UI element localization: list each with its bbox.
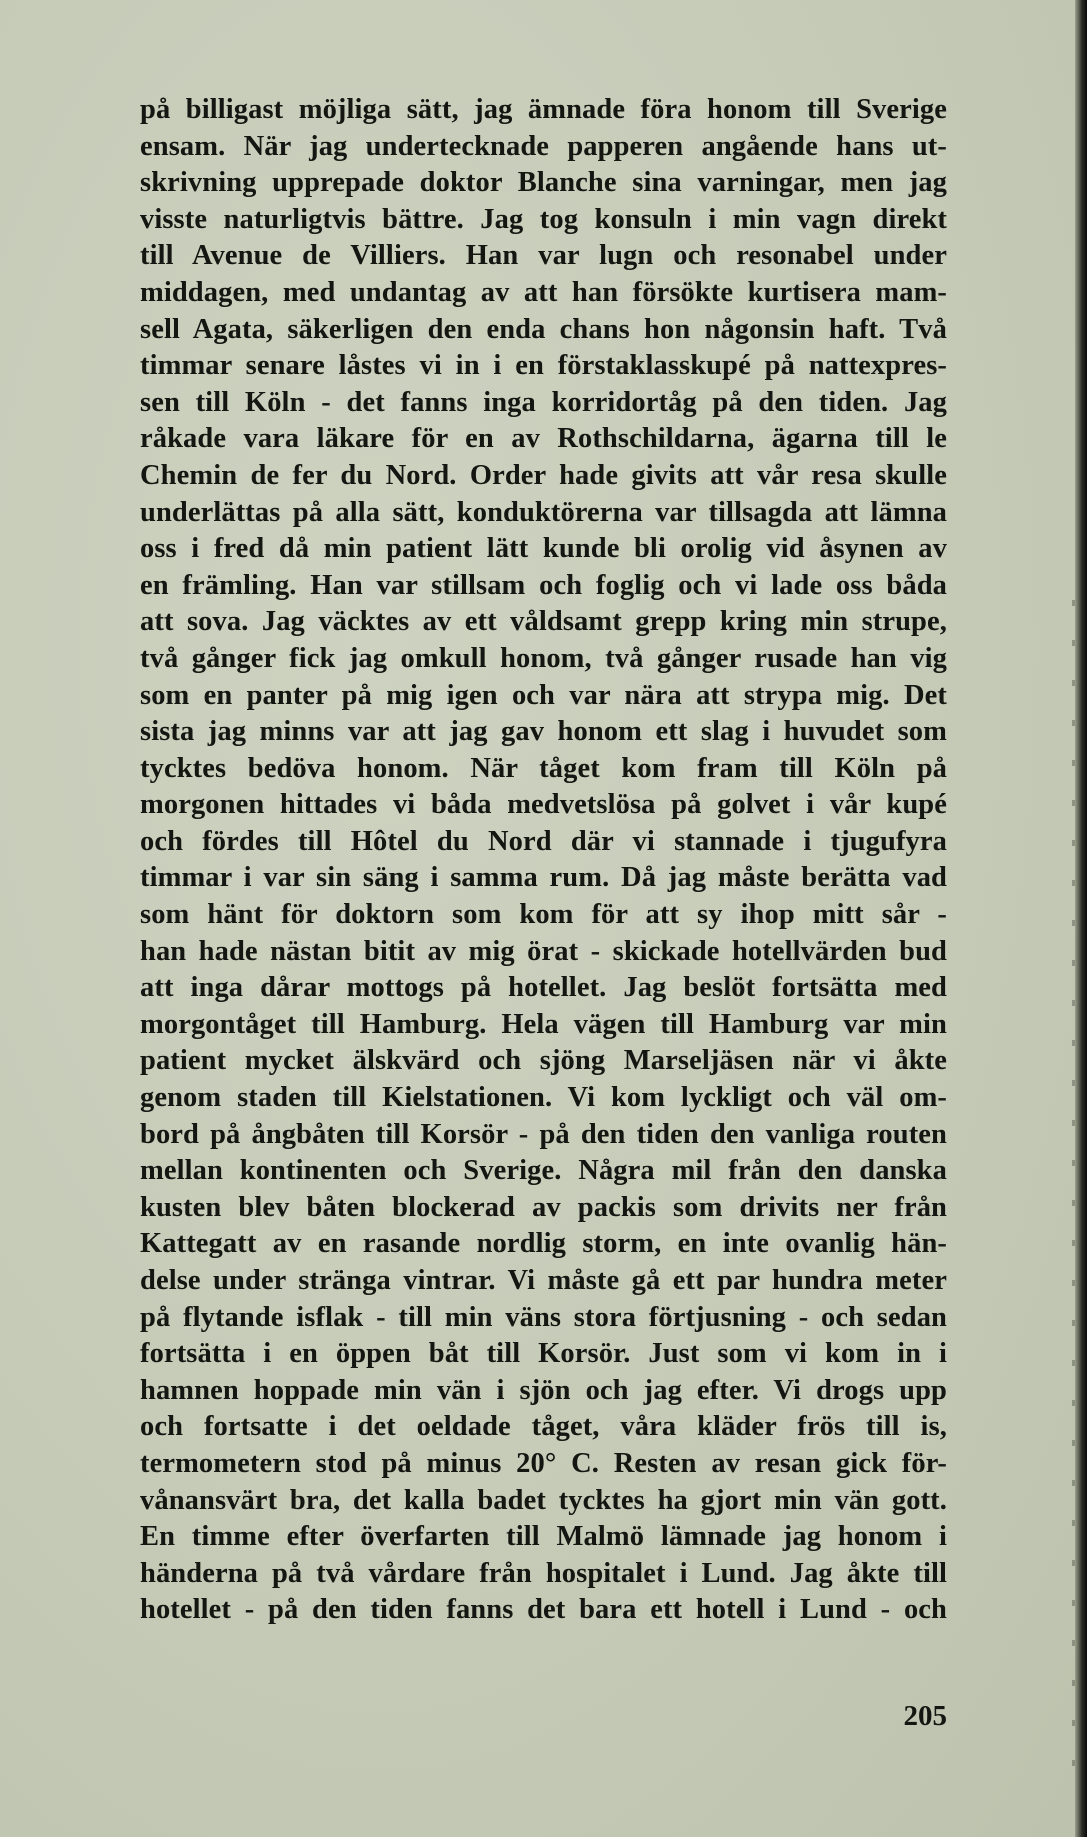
text-line: hotellet - på den tiden fanns det bara ett hotell i Lund - och <box>140 1594 947 1626</box>
text-line: bord på ångbåten till Korsör - på den tiden den vanliga routen <box>140 1118 947 1150</box>
text-line: två gånger fick jag omkull honom, två gånger rusade han vig <box>140 642 947 674</box>
body-text <box>140 92 947 1629</box>
text-line: morgonen hittades vi båda medvetslösa på golvet i vår kupé <box>140 789 947 821</box>
text-line: som en panter på mig igen och var nära att strypa mig. Det <box>140 679 947 711</box>
text-line: händerna på två vårdare från hospitalet i Lund. Jag åkte till <box>140 1557 947 1589</box>
text-line: Kattegatt av en rasande nordlig storm, en inte ovanlig hän- <box>140 1228 947 1260</box>
text-line: råkade vara läkare för en av Rothschildarna, ägarna till le <box>140 423 947 455</box>
text-line: att inga dårar mottogs på hotellet. Jag beslöt fortsätta med <box>140 972 947 1004</box>
text-line: timmar senare låstes vi in i en förstaklasskupé på nattexpres- <box>140 350 947 382</box>
text-line: sell Agata, säkerligen den enda chans hon någonsin haft. Två <box>140 313 947 345</box>
text-line: en främling. Han var stillsam och foglig och vi lade oss båda <box>140 569 947 601</box>
text-line: mellan kontinenten och Sverige. Några mil från den danska <box>140 1155 947 1187</box>
text-line: middagen, med undantag av att han försökte kurtisera mam- <box>140 276 947 308</box>
text-line: genom staden till Kielstationen. Vi kom lyckligt och väl om- <box>140 1082 947 1114</box>
text-line: hamnen hoppade min vän i sjön och jag efter. Vi drogs upp <box>140 1374 947 1406</box>
text-line: att sova. Jag väcktes av ett våldsamt grepp kring min strupe, <box>140 606 947 638</box>
book-spine-edge <box>1075 0 1087 1837</box>
text-line: underlättas på alla sätt, konduktörerna var tillsagda att lämna <box>140 496 947 528</box>
text-line: som hänt för doktorn som kom för att sy ihop mitt sår - <box>140 899 947 931</box>
text-line: morgontåget till Hamburg. Hela vägen till Hamburg var min <box>140 1008 947 1040</box>
text-line: termometern stod på minus 20° C. Resten av resan gick för- <box>140 1447 947 1479</box>
text-line: på billigast möjliga sätt, jag ämnade föra honom till Sverige <box>140 94 947 125</box>
text-line: Chemin de fer du Nord. Order hade givits att vår resa skulle <box>140 459 947 491</box>
text-line: En timme efter överfarten till Malmö lämnade jag honom i <box>140 1521 947 1553</box>
text-line: skrivning upprepade doktor Blanche sina varningar, men jag <box>140 167 947 199</box>
text-line: han hade nästan bitit av mig örat - skickade hotellvärden bud <box>140 935 947 967</box>
text-line: visste naturligtvis bättre. Jag tog konsuln i min vagn direkt <box>140 203 947 235</box>
text-line: tycktes bedöva honom. När tåget kom fram till Köln på <box>140 752 947 784</box>
text-line: och fortsatte i det oeldade tåget, våra kläder frös till is, <box>140 1411 947 1443</box>
text-line: delse under stränga vintrar. Vi måste gå ett par hundra meter <box>140 1265 947 1296</box>
page-number: 205 <box>903 1700 947 1732</box>
text-line: patient mycket älskvärd och sjöng Marseljäsen när vi åkte <box>140 1045 947 1077</box>
text-line: timmar i var sin säng i samma rum. Då jag måste berätta vad <box>140 862 947 894</box>
text-line: kusten blev båten blockerad av packis som drivits ner från <box>140 1191 947 1223</box>
text-line: ensam. När jag undertecknade papperen angående hans ut- <box>140 130 947 162</box>
text-line: på flytande isflak - till min väns stora förtjusning - och sedan <box>140 1301 947 1333</box>
text-line: till Avenue de Villiers. Han var lugn och resonabel under <box>140 240 947 272</box>
text-line: sen till Köln - det fanns inga korridortåg på den tiden. Jag <box>140 386 947 418</box>
text-line: och fördes till Hôtel du Nord där vi stannade i tjugufyra <box>140 825 947 857</box>
text-line: vånansvärt bra, det kalla badet tycktes ha gjort min vän gott. <box>140 1484 947 1516</box>
text-line: sista jag minns var att jag gav honom ett slag i huvudet som <box>140 716 947 748</box>
text-line: fortsätta i en öppen båt till Korsör. Just som vi kom in i <box>140 1338 947 1370</box>
text-line: oss i fred då min patient lätt kunde bli orolig vid åsynen av <box>140 533 947 565</box>
